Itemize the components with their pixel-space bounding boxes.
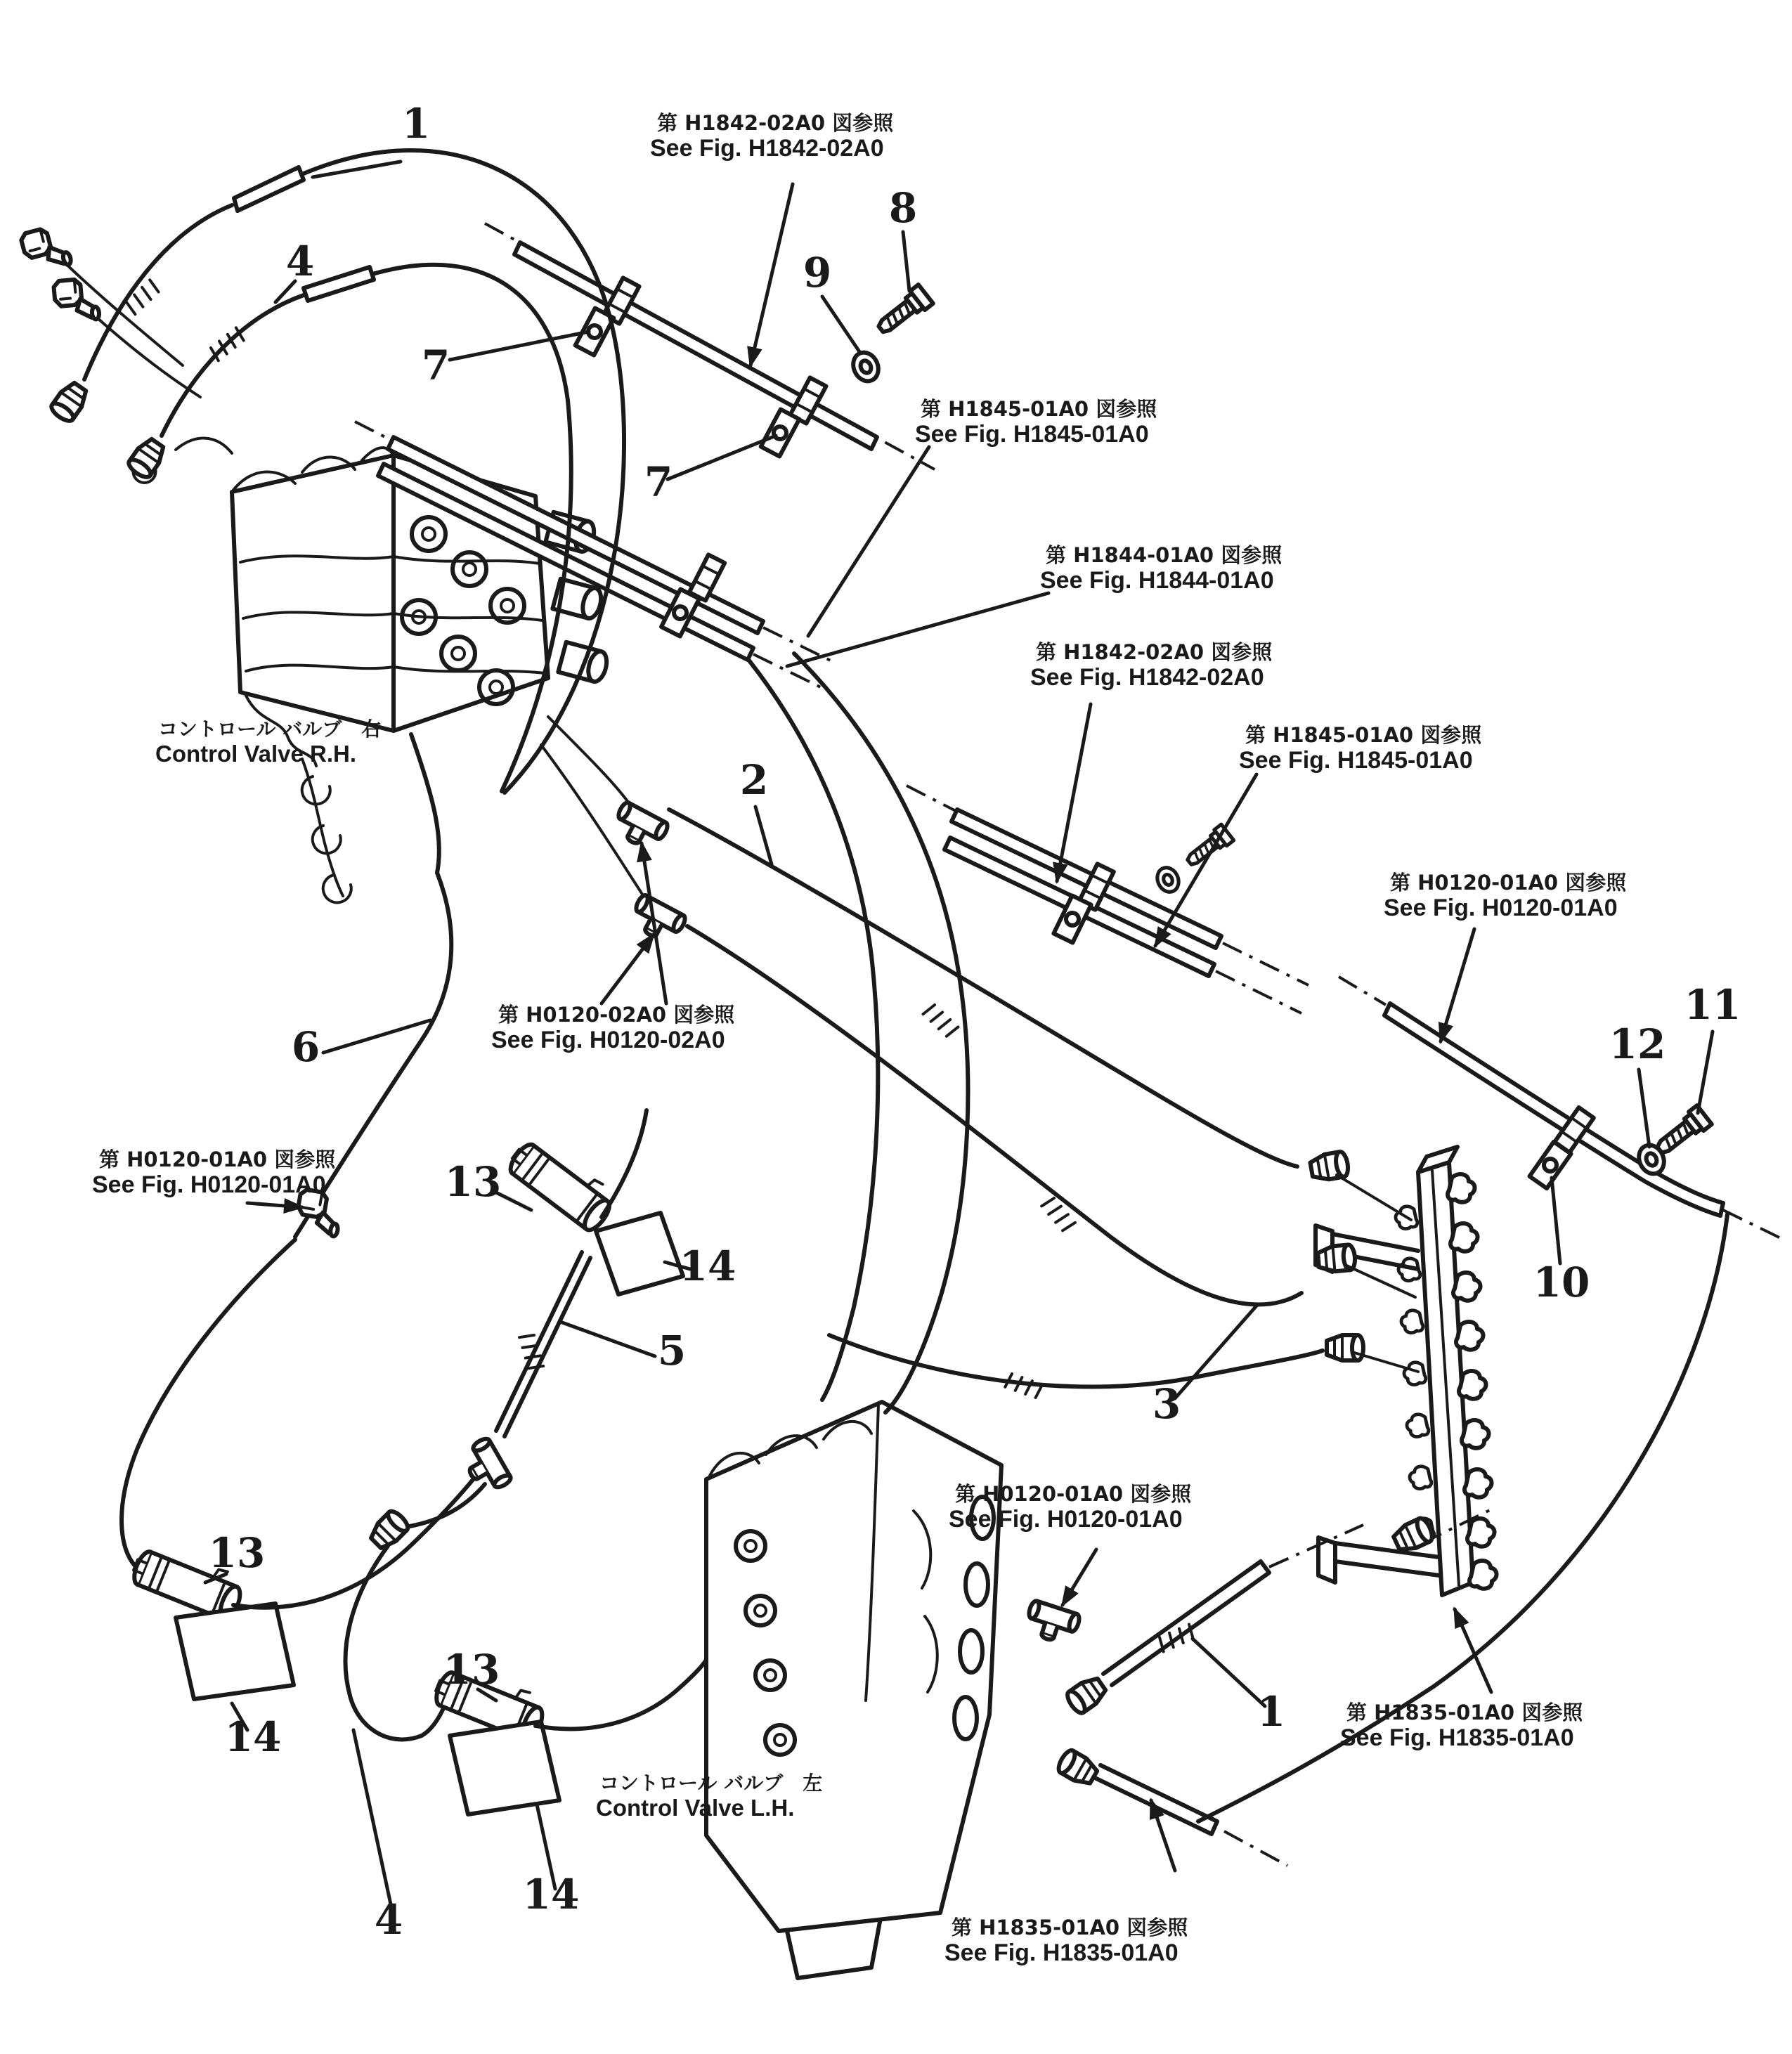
ref-h1842-second-jp: 第 H1842-02A0 図参照 — [1036, 640, 1273, 664]
ref-h1844-en: See Fig. H1844-01A0 — [1040, 567, 1274, 594]
callout-4-bottom: 4 — [374, 1896, 403, 1944]
ref-h1835-bottom-en: See Fig. H1835-01A0 — [944, 1939, 1179, 1966]
callout-13-center: 13 — [444, 1158, 502, 1206]
caption-valve-rh-en: Control Valve R.H. — [155, 741, 357, 767]
callout-10: 10 — [1533, 1259, 1590, 1306]
filter-13-center — [394, 1110, 683, 1529]
callout-2: 2 — [739, 756, 769, 804]
ref-h1845-second-jp: 第 H1845-01A0 図参照 — [1245, 723, 1482, 747]
caption-valve-rh-jp: コントロール バルブ 右 — [158, 717, 382, 741]
callout-7-first: 7 — [421, 342, 450, 389]
bracket-10 — [1530, 1142, 1571, 1188]
callout-8: 8 — [888, 184, 918, 232]
ref-h1845-first-jp: 第 H1845-01A0 図参照 — [921, 397, 1157, 421]
bolt-8 — [874, 285, 933, 339]
tag-14-right — [450, 1722, 559, 1814]
callout-3: 3 — [1152, 1380, 1181, 1428]
bracket-7b — [761, 409, 800, 456]
tag-14-center — [596, 1213, 683, 1294]
callout-12: 12 — [1609, 1020, 1666, 1068]
callout-14-center: 14 — [679, 1242, 736, 1290]
callout-5: 5 — [657, 1327, 687, 1374]
tee-fitting-lh — [1022, 1600, 1081, 1647]
ref-h0120-02-jp: 第 H0120-02A0 図参照 — [498, 1003, 735, 1027]
ref-h1842-second-en: See Fig. H1842-02A0 — [1030, 664, 1264, 691]
tag-14-left — [176, 1604, 294, 1699]
callout-7-second: 7 — [644, 458, 673, 506]
hose-6-and-left-loop — [122, 734, 482, 1699]
ref-h1842-top-en: See Fig. H1842-02A0 — [650, 135, 884, 162]
callout-1-bottom: 1 — [1257, 1688, 1286, 1736]
ref-h1835-right-en: See Fig. H1835-01A0 — [1340, 1724, 1574, 1751]
washer-9 — [849, 349, 883, 385]
ref-h0120-right-en: See Fig. H0120-01A0 — [1384, 895, 1618, 921]
callout-14-left: 14 — [224, 1713, 282, 1761]
control-valve-rh — [62, 260, 610, 902]
tee-fitting-upper — [609, 801, 670, 854]
ref-h1845-first-en: See Fig. H1845-01A0 — [915, 421, 1149, 448]
ref-h0120-bottom-jp: 第 H0120-01A0 図参照 — [955, 1482, 1192, 1506]
ref-h0120-left-en: See Fig. H0120-01A0 — [92, 1171, 326, 1198]
ref-h0120-right-jp: 第 H0120-01A0 図参照 — [1390, 871, 1627, 895]
callout-9: 9 — [803, 249, 832, 297]
ref-h1845-second-en: See Fig. H1845-01A0 — [1239, 747, 1473, 774]
ref-h1842-top-jp: 第 H1842-02A0 図参照 — [657, 111, 894, 135]
caption-valve-lh-en: Control Valve L.H. — [596, 1795, 795, 1821]
ref-h1835-bottom-jp: 第 H1835-01A0 図参照 — [952, 1916, 1188, 1939]
ref-h0120-bottom-en: See Fig. H0120-01A0 — [949, 1506, 1183, 1533]
callout-6: 6 — [291, 1023, 320, 1071]
callout-4-top: 4 — [285, 238, 315, 285]
ref-h1835-right-jp: 第 H1835-01A0 図参照 — [1346, 1701, 1583, 1724]
callout-1-top: 1 — [401, 100, 431, 148]
callout-13-left: 13 — [208, 1529, 266, 1577]
ref-h0120-left-jp: 第 H0120-01A0 図参照 — [99, 1148, 336, 1171]
callout-14-right: 14 — [522, 1871, 580, 1918]
ref-h0120-02-en: See Fig. H0120-02A0 — [491, 1027, 725, 1053]
caption-valve-lh-jp: コントロール バルブ 左 — [599, 1772, 823, 1795]
callout-13-right: 13 — [443, 1646, 500, 1694]
callout-11: 11 — [1684, 981, 1741, 1029]
ref-h1844-jp: 第 H1844-01A0 図参照 — [1046, 543, 1283, 567]
